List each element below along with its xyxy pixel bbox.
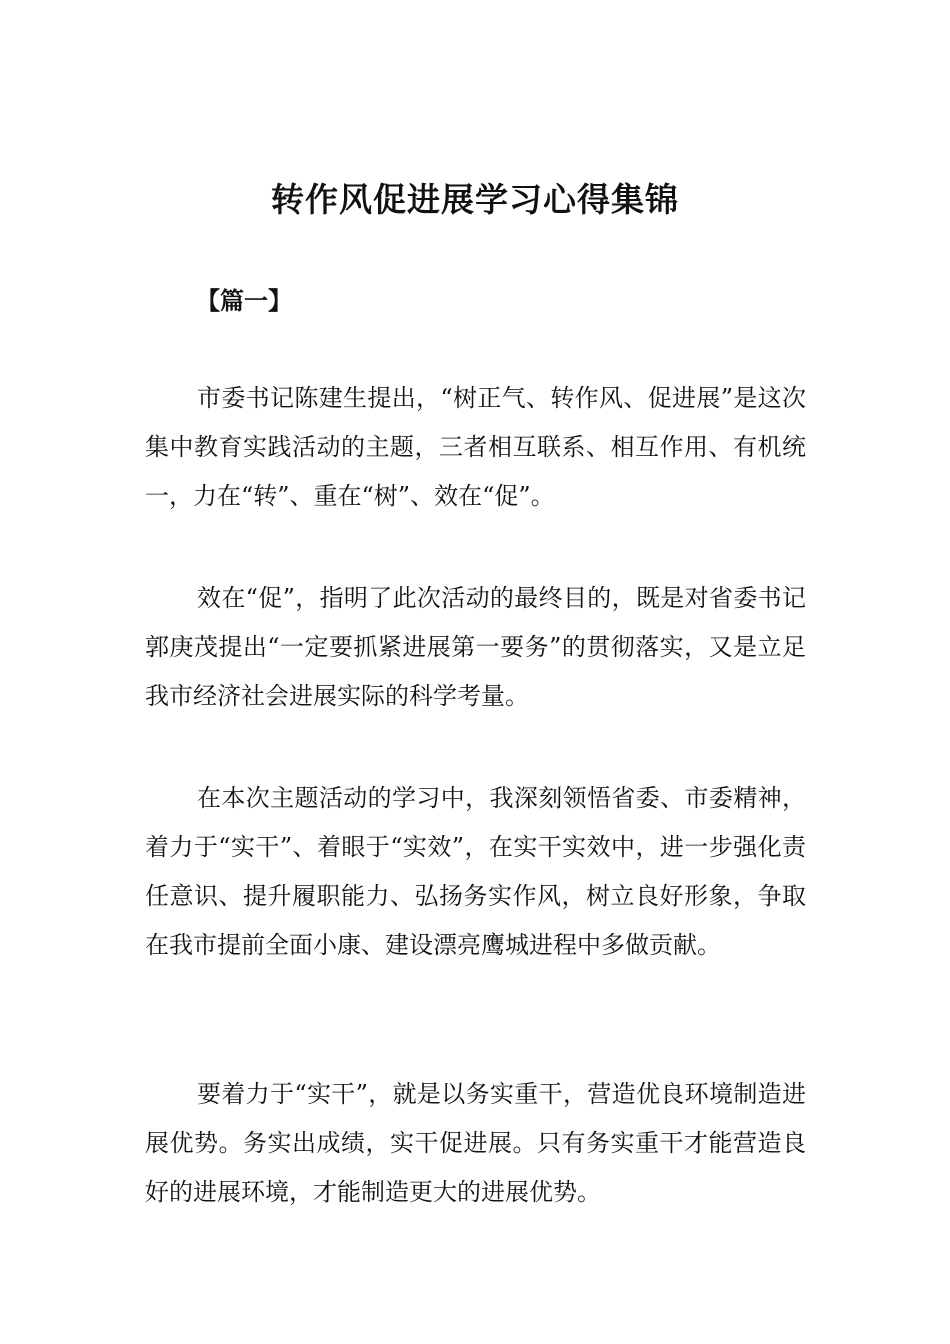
document-title: 转作风促进展学习心得集锦	[271, 180, 679, 219]
paragraph-4: 要着力于“实干”，就是以务实重干，营造优良环境制造进展优势。务实出成绩，实干促进展。只有务实重干才能营造良好的进展环境，才能制造更大的进展优势。	[145, 1080, 806, 1206]
section-label: 【篇一】	[196, 287, 292, 315]
paragraph-3: 在本次主题活动的学习中，我深刻领悟省委、市委精神，着力于“实干”、着眼于“实效”，在实干实效中，进一步强化责任意识、提升履职能力、弘扬务实作风，树立良好形象，争取在我市提前全面小康、建设漂亮鹰城进程中多做贡献。	[145, 784, 806, 959]
paragraph-2: 效在“促”，指明了此次活动的最终目的，既是对省委书记郭庚茂提出“一定要抓紧进展第一要务”的贯彻落实，又是立足我市经济社会进展实际的科学考量。	[145, 584, 806, 710]
paragraph-1: 市委书记陈建生提出，“树正气、转作风、促进展”是这次集中教育实践活动的主题，三者相互联系、相互作用、有机统一，力在“转”、重在“树”、效在“促”。	[145, 384, 806, 510]
